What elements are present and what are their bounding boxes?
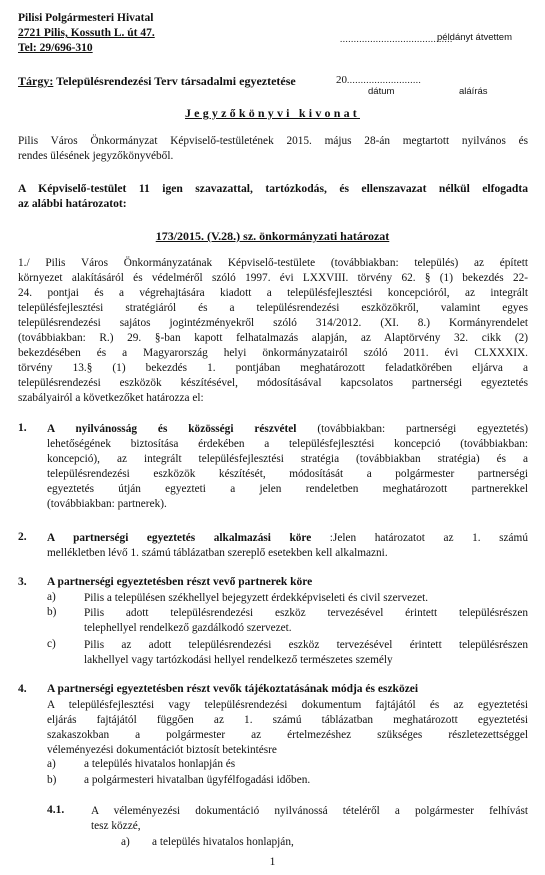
section-1-body bbox=[47, 422, 528, 512]
vote-line: A Képviselő-testület 11 igen szavazattal, tartózkodás, és ellenszavazat nélkül elfogadta bbox=[18, 182, 528, 195]
section-3-heading: A partnerségi egyeztetésben részt vevő partnerek köre bbox=[47, 576, 313, 588]
preamble-line: 24. pontjai és a végrehajtására kiadott a településfejlesztési koncepcióról, az integrált bbox=[18, 287, 528, 299]
signature-label: aláírás bbox=[459, 86, 488, 97]
section-2-number: 2. bbox=[18, 531, 27, 543]
preamble-line: településrendezési eszközök készítésével, módosításával kapcsolatos partnerségi egyeztetés bbox=[18, 377, 528, 389]
item-label: b) bbox=[47, 774, 57, 786]
section-4-1-line: A véleményezési dokumentáció nyilvánossá tételéről a polgármester felhívást bbox=[91, 805, 528, 817]
section-4-heading: A partnerségi egyeztetésben részt vevők tájékoztatásának módja és eszközei bbox=[47, 683, 419, 695]
section-2-body bbox=[47, 531, 528, 561]
section-3-item-a bbox=[84, 591, 528, 606]
section-1-line: (továbbiakban: partnerek). bbox=[47, 498, 167, 510]
office-phone: Tel: 29/696-310 bbox=[18, 42, 93, 54]
subject-line bbox=[18, 74, 296, 89]
document-title: Jegyzőkönyvi kivonat bbox=[184, 106, 360, 120]
copy-dots: ......................................... bbox=[340, 34, 453, 44]
preamble-line: településfejlesztési stratégiáról és a településrendezési eszközökről, valamint egyes bbox=[18, 302, 528, 314]
section-4-body bbox=[47, 698, 528, 758]
item-line: lakhellyel vagy tartózkodási hellyel rendelkező természetes személy bbox=[84, 654, 393, 666]
subject-text: Településrendezési Terv társadalmi egyeztetése bbox=[56, 74, 296, 88]
section-1-number: 1. bbox=[18, 422, 27, 434]
section-4-1-line: tesz közzé, bbox=[91, 820, 141, 832]
item-line: telephellyel rendelkező gazdálkodó szervezet. bbox=[84, 622, 292, 634]
item-label: a) bbox=[121, 836, 130, 848]
section-4-item-b: a polgármesteri hivatalban ügyfélfogadási időben. bbox=[84, 774, 311, 786]
preamble-line: szabályairól a következőket határozza el: bbox=[18, 392, 204, 404]
item-label: a) bbox=[47, 591, 56, 603]
preamble-line: településrendezési sajátos jogintézményekről szóló 314/2012. (XI. 8.) Kormányrendelet bbox=[18, 317, 528, 329]
item-line: Pilis az adott településrendezési eszköz tervezésével érintett településrészen bbox=[84, 639, 528, 651]
preamble-line: (továbbiakban: R.) 29. §-ban kapott felhatalmazás alapján, az Alaptörvény 32. cikk (2) bbox=[18, 332, 528, 344]
preamble-line: törvény 13.§ (1) bekezdés 1. pontjában meghatározott feladatkörében eljárva a bbox=[18, 362, 528, 374]
section-4-line: szakaszokban a polgármester az értelmezéshez szükséges részletezettséggel bbox=[47, 729, 528, 741]
preamble-line: bekezdésében és a Magyarország helyi önkormányzatairól szóló 2011. évi CLXXXIX. bbox=[18, 347, 528, 359]
section-4-number: 4. bbox=[18, 683, 27, 695]
section-1-line: egyeztetés útján egyezteti a jelen rendeletben meghatározott partnerekkel bbox=[47, 483, 528, 495]
date-dots: ........................... bbox=[347, 75, 422, 85]
section-2-line: mellékletben lévő 1. számú táblázatban szereplő esetekben kell alkalmazni. bbox=[47, 547, 388, 559]
preamble-line: 1./ Pilis Város Önkormányzatának Képviselő-testülete (továbbiakban: település) az épített bbox=[18, 257, 528, 269]
section-3-item-b bbox=[84, 606, 528, 636]
subject-label: Tárgy: bbox=[18, 74, 54, 88]
section-4-1-number: 4.1. bbox=[47, 804, 65, 816]
date-label: dátum bbox=[368, 86, 395, 97]
section-4-line: véleményezési dokumentációt biztosít betekintésre bbox=[47, 744, 277, 756]
section-2-line: A partnerségi egyeztetés alkalmazási köre :Jelen határozatot az 1. számú bbox=[47, 532, 528, 544]
item-line: Pilis adott településrendezési eszköz tervezésével érintett településrészen bbox=[84, 607, 528, 619]
section-4-line: eljárás fajtájától függően az 1. számú táblázatban meghatározott egyeztetési bbox=[47, 714, 528, 726]
section-4-item-a: a település hivatalos honlapján és bbox=[84, 758, 236, 770]
intro-line: rendes ülésének jegyzőkönyvéből. bbox=[18, 150, 174, 162]
section-3-number: 3. bbox=[18, 576, 27, 588]
vote-line: az alábbi határozatot: bbox=[18, 197, 127, 210]
section-4-1-body bbox=[91, 804, 528, 834]
item-label: c) bbox=[47, 638, 56, 650]
vote-paragraph bbox=[18, 181, 528, 211]
section-1-line: A nyilvánosság és közösségi részvétel (továbbiakban: partnerségi egyeztetés) bbox=[47, 423, 528, 435]
section-1-line: településrendezési eszközök készítését, módosítását a polgármester partnerségi bbox=[47, 468, 528, 480]
section-3-item-c bbox=[84, 638, 528, 668]
date-prefix: 20 bbox=[336, 74, 347, 86]
intro-paragraph bbox=[18, 134, 528, 164]
resolution-title: 173/2015. (V.28.) sz. önkormányzati határozat bbox=[155, 229, 390, 243]
office-name: Pilisi Polgármesteri Hivatal bbox=[18, 12, 154, 24]
preamble-line: környezet alakításáról és védelméről szóló 1997. évi LXXVIII. törvény 62. § (1) bekezdés 22- bbox=[18, 272, 528, 284]
section-4-line: A településfejlesztési vagy településrendezési dokumentum fajtájától és az egyeztetési bbox=[47, 699, 528, 711]
page-number: 1 bbox=[269, 856, 276, 868]
intro-line: Pilis Város Önkormányzat Képviselő-testületének 2015. május 28-án megtartott nyilvános és bbox=[18, 135, 528, 147]
item-line: Pilis a településen székhellyel bejegyzett érdekképviseleti és civil szervezet. bbox=[84, 592, 429, 604]
office-address: 2721 Pilis, Kossuth L. út 47. bbox=[18, 27, 155, 39]
copy-received-label: példányt átvettem bbox=[437, 32, 512, 43]
section-1-line: koncepció), az integrált településfejlesztési stratégia (továbbiakban stratégia) és a bbox=[47, 453, 528, 465]
item-label: a) bbox=[47, 758, 56, 770]
preamble-paragraph bbox=[18, 256, 528, 406]
date-field bbox=[336, 74, 421, 86]
section-1-line: lehetőségének biztosítása érdekében a településfejlesztési koncepció (továbbiakban: bbox=[47, 438, 528, 450]
item-label: b) bbox=[47, 606, 57, 618]
section-4-1-item-a: a település hivatalos honlapján, bbox=[152, 836, 294, 848]
